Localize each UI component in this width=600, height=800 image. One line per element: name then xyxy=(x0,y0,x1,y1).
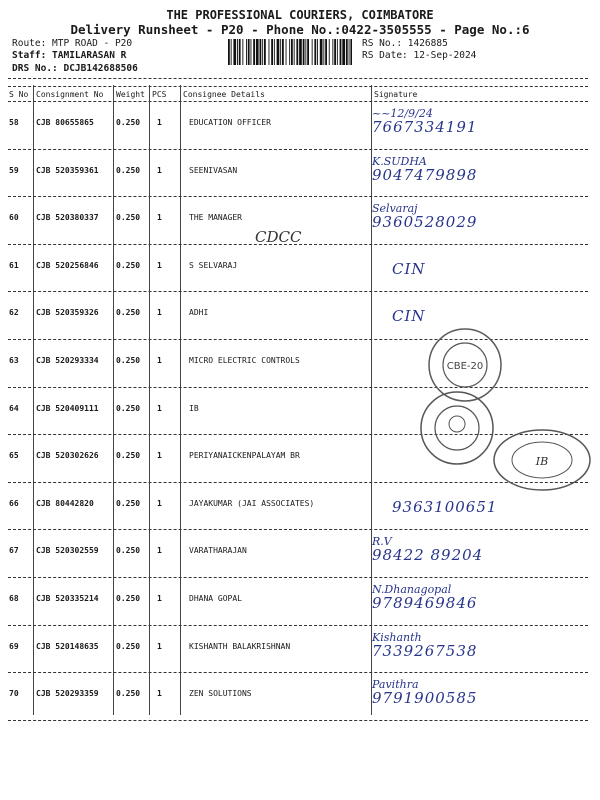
row-consignee: THE MANAGER xyxy=(189,213,242,223)
signature-phone: 9360528029 xyxy=(372,213,478,232)
row-consignee: DHANA GOPAL xyxy=(189,594,242,603)
signature-name: Selvaraj xyxy=(372,202,418,216)
row-sno: 64 xyxy=(9,403,19,413)
row-consignment: CJB 520302559 xyxy=(36,546,99,556)
barcode-bar xyxy=(349,39,350,65)
row-signature xyxy=(372,250,426,278)
row-consignee: EDUCATION OFFICER xyxy=(189,118,271,127)
col-consignee: Consignee Details xyxy=(183,90,265,99)
row-consignment: CJB 520302626 xyxy=(36,451,99,461)
row-consignee: VARATHARAJAN xyxy=(189,546,247,556)
signature-phone: CIN xyxy=(392,259,426,278)
col-divider xyxy=(149,85,150,715)
col-divider xyxy=(113,85,114,715)
barcode-bar xyxy=(334,39,336,65)
barcode-bar xyxy=(303,39,305,65)
table-top-divider xyxy=(8,86,588,87)
row-consignment: CJB 520293334 xyxy=(36,356,99,365)
barcode-bar xyxy=(269,39,270,65)
row-sno: 65 xyxy=(9,451,19,461)
row-sno: 69 xyxy=(9,641,19,651)
barcode-bar xyxy=(256,39,259,65)
drs-number: DRS No.: DCJB142688506 xyxy=(12,63,138,74)
header-row-divider xyxy=(8,101,588,102)
row-weight: 0.250 xyxy=(116,165,141,175)
barcode-bar xyxy=(346,39,348,65)
row-consignee: ZEN SOLUTIONS xyxy=(189,689,252,699)
barcode-bar xyxy=(299,39,302,65)
row-consignment: CJB 520293359 xyxy=(36,689,99,699)
signature-name: Kishanth xyxy=(372,630,422,644)
branch-stamp xyxy=(490,425,595,495)
row-weight: 0.250 xyxy=(116,451,141,461)
row-consignment: CJB 520380337 xyxy=(36,213,99,223)
row-pcs: 1 xyxy=(157,689,162,699)
row-sno: 62 xyxy=(9,308,19,318)
barcode-bar xyxy=(289,39,290,65)
barcode-bar xyxy=(242,39,243,65)
signature-phone: 9791900585 xyxy=(372,689,478,708)
row-pcs: 1 xyxy=(157,118,162,127)
row-consignee: MICRO ELECTRIC CONTROLS xyxy=(189,356,300,365)
signature-name: R.V xyxy=(372,535,392,549)
row-signature xyxy=(372,202,477,231)
barcode-bar xyxy=(228,39,230,65)
staff-info: Staff: TAMILARASAN R xyxy=(12,50,127,61)
barcode-bar xyxy=(253,39,255,65)
row-sno: 58 xyxy=(9,118,19,127)
row-signature xyxy=(372,535,483,564)
row-consignment: CJB 80655865 xyxy=(36,118,94,127)
row-consignment: CJB 520409111 xyxy=(36,403,99,413)
row-signature xyxy=(372,488,497,516)
row-pcs: 1 xyxy=(157,641,162,651)
row-weight: 0.250 xyxy=(116,356,141,365)
row-weight: 0.250 xyxy=(116,213,141,223)
col-signature: Signature xyxy=(374,90,418,99)
runsheet-title: Delivery Runsheet - P20 - Phone No.:0422-3505555 - Page No.:6 xyxy=(70,22,530,37)
row-consignment: CJB 520256846 xyxy=(36,260,99,270)
barcode-bar xyxy=(246,39,247,65)
row-pcs: 1 xyxy=(157,165,162,175)
barcode-bar xyxy=(277,39,280,65)
row-weight: 0.250 xyxy=(116,689,141,699)
route-info: Route: MTP ROAD - P20 xyxy=(12,38,133,49)
barcode-bar xyxy=(329,39,330,65)
barcode-bar xyxy=(286,39,287,65)
barcode-bar xyxy=(332,39,333,65)
row-weight: 0.250 xyxy=(116,308,141,318)
barcode-bar xyxy=(350,39,352,65)
col-divider xyxy=(180,85,181,715)
row-consignment: CJB 520359361 xyxy=(36,165,99,175)
col-divider xyxy=(33,85,34,715)
row-pcs: 1 xyxy=(157,356,162,365)
company-title: THE PROFESSIONAL COURIERS, COIMBATORE xyxy=(166,8,434,22)
row-weight: 0.250 xyxy=(116,260,141,270)
row-signature xyxy=(372,297,426,325)
row-divider xyxy=(8,720,588,721)
post-office-stamp xyxy=(412,388,502,468)
row-pcs: 1 xyxy=(157,498,162,508)
row-consignee: SEENIVASAN xyxy=(189,165,238,175)
row-consignment: CJB 520335214 xyxy=(36,594,99,603)
row-divider xyxy=(8,672,588,673)
barcode-bar xyxy=(231,39,232,65)
barcode-bar xyxy=(337,39,338,65)
barcode-bar xyxy=(340,39,342,65)
row-consignee: JAYAKUMAR (JAI ASSOCIATES) xyxy=(189,498,315,508)
barcode-bar xyxy=(314,39,316,65)
signature-name: N.Dhanagopal xyxy=(372,583,452,596)
signature-name: K.SUDHA xyxy=(372,154,427,168)
row-sno: 59 xyxy=(9,165,19,175)
rs-number: RS No.: 1426885 xyxy=(362,38,448,49)
row-consignment: CJB 80442820 xyxy=(36,498,94,508)
signature-phone: CIN xyxy=(392,307,426,326)
row-sno: 67 xyxy=(9,546,19,556)
row-weight: 0.250 xyxy=(116,118,141,127)
stamp-center-text: IB xyxy=(535,455,549,468)
barcode-bar xyxy=(280,39,281,65)
row-divider xyxy=(8,529,588,530)
row-pcs: 1 xyxy=(157,308,162,318)
row-pcs: 1 xyxy=(157,260,162,270)
row-signature xyxy=(372,155,477,184)
row-divider xyxy=(8,149,588,150)
barcode-bar xyxy=(264,39,266,65)
barcode-bar xyxy=(251,39,252,65)
barcode-bar xyxy=(294,39,295,65)
signature-name: ~~12/9/24 xyxy=(372,107,433,120)
row-consignee: ADHI xyxy=(189,308,209,318)
row-consignee: KISHANTH BALAKRISHNAN xyxy=(189,641,291,651)
col-consignment: Consignment No xyxy=(36,90,104,99)
header-divider xyxy=(8,78,588,79)
barcode-bar xyxy=(305,39,306,65)
barcode-bar xyxy=(323,39,324,65)
barcode-bar xyxy=(325,39,327,65)
row-divider xyxy=(8,196,588,197)
row-pcs: 1 xyxy=(157,546,162,556)
row-pcs: 1 xyxy=(157,594,162,603)
row-sno: 60 xyxy=(9,213,19,223)
barcode xyxy=(228,39,352,65)
signature-phone: 7667334191 xyxy=(372,118,478,136)
row-signature xyxy=(372,583,477,612)
stamp-center-text: CBE-20 xyxy=(446,361,484,372)
barcode-bar xyxy=(320,39,323,65)
barcode-bar xyxy=(342,39,345,65)
barcode-bar xyxy=(248,39,250,65)
handwritten-note: CDCC xyxy=(255,228,302,246)
barcode-bar xyxy=(317,39,318,65)
barcode-bar xyxy=(282,39,284,65)
barcode-bar xyxy=(233,39,236,65)
signature-phone: 9047479898 xyxy=(372,165,478,184)
row-consignee: PERIYANAICKENPALAYAM BR xyxy=(189,451,300,461)
row-consignee: S SELVARAJ xyxy=(189,260,238,270)
signature-phone: 9789469846 xyxy=(372,594,478,612)
barcode-bar xyxy=(296,39,298,65)
row-consignee: IB xyxy=(189,403,199,413)
col-sno: S No xyxy=(9,90,29,99)
row-signature xyxy=(372,678,477,707)
row-sno: 63 xyxy=(9,356,19,365)
barcode-bar xyxy=(262,39,263,65)
row-divider xyxy=(8,625,588,626)
barcode-bar xyxy=(312,39,313,65)
rs-date: RS Date: 12-Sep-2024 xyxy=(362,50,477,61)
row-signature xyxy=(372,107,477,136)
row-divider xyxy=(8,291,588,292)
signature-phone: 7339267538 xyxy=(372,641,478,660)
barcode-bar xyxy=(260,39,262,65)
barcode-bar xyxy=(237,39,238,65)
row-pcs: 1 xyxy=(157,213,162,223)
col-pcs: PCS xyxy=(152,90,167,99)
barcode-bar xyxy=(271,39,273,65)
row-consignment: CJB 520359326 xyxy=(36,308,99,318)
row-consignment: CJB 520148635 xyxy=(36,641,99,651)
row-weight: 0.250 xyxy=(116,594,141,603)
signature-phone: 98422 89204 xyxy=(372,546,484,565)
row-sno: 68 xyxy=(9,594,19,603)
row-sno: 70 xyxy=(9,689,19,699)
row-sno: 61 xyxy=(9,260,19,270)
row-divider xyxy=(8,577,588,578)
row-sno: 66 xyxy=(9,498,19,508)
row-weight: 0.250 xyxy=(116,403,141,413)
barcode-bar xyxy=(307,39,309,65)
row-pcs: 1 xyxy=(157,403,162,413)
row-signature xyxy=(372,631,477,660)
row-weight: 0.250 xyxy=(116,546,141,556)
signature-phone: 9363100651 xyxy=(392,497,498,516)
row-pcs: 1 xyxy=(157,451,162,461)
barcode-bar xyxy=(274,39,275,65)
row-weight: 0.250 xyxy=(116,641,141,651)
barcode-bar xyxy=(291,39,293,65)
row-weight: 0.250 xyxy=(116,498,141,508)
signature-name: Pavithra xyxy=(372,678,419,692)
barcode-bar xyxy=(239,39,241,65)
col-weight: Weight xyxy=(116,90,145,99)
